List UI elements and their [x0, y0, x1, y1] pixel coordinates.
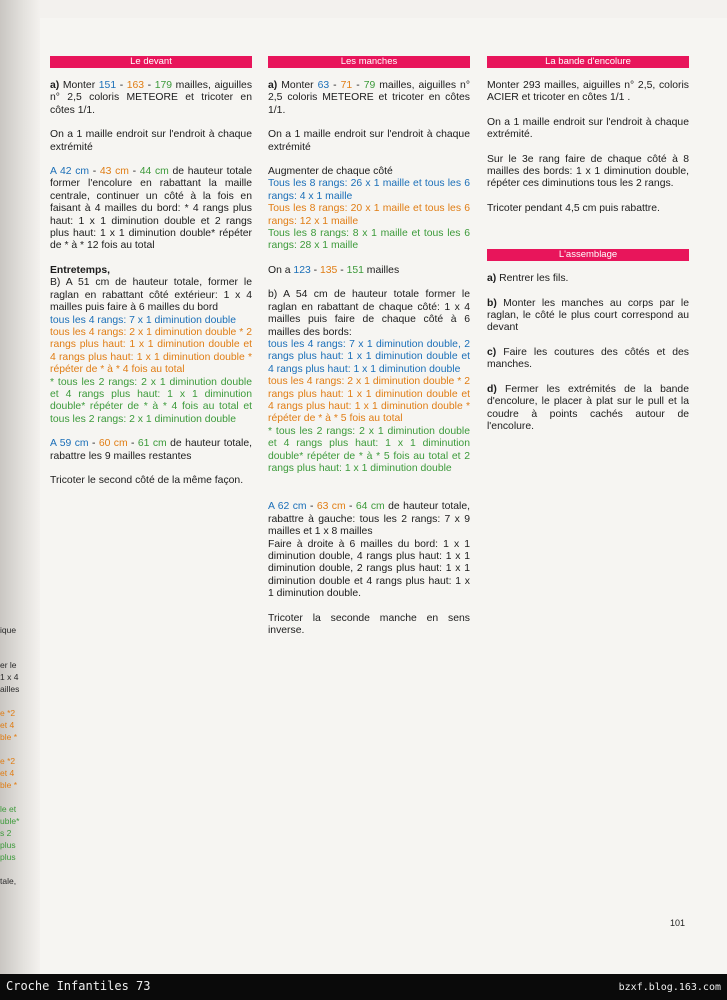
section-header-devant: Le devant [50, 56, 252, 68]
footer-url: bzxf.blog.163.com [618, 982, 721, 993]
assemblage-step-d: d) Fermer les extrémités de la bande d'encolure, le placer à plat sur le pull et la coudre à points cachés autour de l'encolure. [487, 383, 689, 432]
section-header-manches: Les manches [268, 56, 470, 68]
edge-fragment: ble * [0, 732, 18, 742]
assemblage-step-c: c) Faire les coutures des côtés et des manches. [487, 346, 689, 371]
section-header-bande: La bande d'encolure [487, 56, 689, 68]
edge-fragment: uble* [0, 816, 20, 826]
page-binding-shadow [0, 0, 40, 1000]
column-manches [268, 56, 470, 649]
assemblage-step-b: b) Monter les manches au corps par le raglan, le côté le plus court correspond au devant [487, 297, 689, 334]
devant-edge-note: On a 1 maille endroit sur l'endroit à chaque extrémité [50, 129, 252, 153]
manches-raglan-size3: * tous les 2 rangs: 2 x 1 diminution double et 4 rangs plus haut: 1 x 1 diminution double* répéter de * à * 5 fois au total et 2 rangs plus haut: 1 x 1 diminution double [268, 425, 470, 474]
devant-second-side: Tricoter le second côté de la même façon. [50, 474, 244, 486]
manches-increase-size1: Tous les 8 rangs: 26 x 1 maille et tous les 6 rangs: 4 x 1 maille [268, 178, 470, 202]
column-devant [50, 56, 252, 499]
edge-fragment: plus [0, 852, 16, 862]
assemblage-step-a: a) Rentrer les fils. [487, 273, 569, 285]
manches-increase-size2: Tous les 8 rangs: 20 x 1 maille et tous les 6 rangs: 12 x 1 maille [268, 203, 470, 227]
manches-step-a: a) Monter 63 - 71 - 79 mailles, aiguilles n° 2,5 coloris METEORE et tricoter en côtes 1/1. [268, 80, 470, 116]
edge-fragment: tale, [0, 876, 17, 886]
manches-raglan-size2: tous les 4 rangs: 2 x 1 diminution double * 2 rangs plus haut: 1 x 1 diminution double et 4 rangs plus haut: 1 x 1 diminution double * répéter de * à * 5 fois au total [268, 376, 470, 425]
edge-fragment: 1 x 4 [0, 672, 19, 682]
edge-fragment: ble * [0, 780, 18, 790]
manches-increase-intro: Augmenter de chaque côté [268, 166, 393, 178]
bande-edge-note: On a 1 maille endroit sur l'endroit à chaque extrémité. [487, 116, 689, 141]
devant-raglan-size2: tous les 4 rangs: 2 x 1 diminution double * 2 rangs plus haut: 1 x 1 diminution double et 4 rangs plus haut: 1 x 1 diminution double * répéter de * à * 4 fois au total [50, 326, 252, 376]
manches-bind-off: A 62 cm - 63 cm - 64 cm de hauteur totale, rabattre à gauche: tous les 2 rangs: 7 x 9 mailles et 1 x 8 mailles [268, 501, 471, 538]
manches-right-side: Faire à droite à 6 mailles du bord: 1 x 1 diminution double, 4 rangs plus haut: 1 x 1 diminution double, 2 rangs plus haut: 1 x 1 diminution double et 4 rangs plus haut: 1 x 1 diminution double. [268, 538, 470, 600]
devant-step-a: a) Monter 151 - 163 - 179 mailles, aiguilles n° 2,5 coloris METEORE et tricoter en côtes 1/1. [50, 80, 253, 116]
footer-title: Croche Infantiles 73 [6, 979, 151, 993]
manches-raglan: b) A 54 cm de hauteur totale former le raglan en rabattant de chaque côté: 1 x 4 mailles puis faire de chaque côté à 6 mailles des bords: [268, 289, 470, 338]
edge-fragment: ique [0, 625, 17, 635]
column-bande-assemblage [487, 56, 689, 445]
edge-fragment: le et [0, 804, 17, 814]
manches-second-sleeve: Tricoter la seconde manche en sens inverse. [268, 612, 470, 637]
manches-edge-note: On a 1 maille endroit sur l'endroit à chaque extrémité [268, 129, 470, 153]
edge-fragment: et 4 [0, 768, 15, 778]
edge-fragment: e *2 [0, 756, 16, 766]
footer-bar [0, 974, 727, 1000]
devant-bind-off: A 59 cm - 60 cm - 61 cm de hauteur totale, rabattre les 9 mailles restantes [50, 438, 253, 462]
devant-raglan-size1: tous les 4 rangs: 7 x 1 diminution double [50, 314, 236, 326]
bande-finish: Tricoter pendant 4,5 cm puis rabattre. [487, 202, 660, 214]
edge-fragment: er le [0, 660, 17, 670]
page-number: 101 [670, 918, 686, 928]
section-header-assemblage: L'assemblage [487, 249, 689, 261]
manches-stitch-count: On a 123 - 135 - 151 mailles [268, 264, 400, 276]
devant-raglan-size3: * tous les 2 rangs: 2 x 1 diminution double et 4 rangs plus haut: 1 x 1 diminution double* répéter de * à * 4 fois au total et tous les 2 rangs: 2 x 1 diminution double [50, 376, 252, 425]
bande-decreases: Sur le 3e rang faire de chaque côté à 8 mailles des bords: 1 x 1 diminution double, répéter ces diminutions tous les 2 rangs. [487, 153, 689, 190]
edge-fragment: plus [0, 840, 16, 850]
bande-cast-on: Monter 293 mailles, aiguilles n° 2,5, coloris ACIER et tricoter en côtes 1/1 . [487, 80, 689, 104]
devant-raglan: B) A 51 cm de hauteur totale, former le raglan en rabattant côté extérieur: 1 x 4 mailles puis faire à 6 mailles du bord [50, 277, 252, 314]
devant-entretemps-heading: Entretemps, [50, 264, 111, 276]
manches-increase-size3: Tous les 8 rangs: 8 x 1 maille et tous les 6 rangs: 28 x 1 maille [268, 228, 470, 252]
edge-fragment: e *2 [0, 708, 16, 718]
edge-fragment: s 2 [0, 828, 12, 838]
edge-fragment: ailles [0, 684, 20, 694]
manches-raglan-size1: tous les 4 rangs: 7 x 1 diminution double, 2 rangs plus haut: 1 x 1 diminution double et 4 rangs plus haut: 1 x 1 diminution double [268, 338, 470, 375]
edge-fragment: et 4 [0, 720, 15, 730]
devant-neckline: A 42 cm - 43 cm - 44 cm de hauteur totale former l'encolure en rabattant la maille centrale, continuer un côté à la fois en faisant à 4 mailles du bord: * 4 rangs plus haut: 1 x 1 diminution double et 2 rangs plus haut: 1 x 1 diminution double* répéter de * à * 12 fois au total [50, 166, 253, 252]
